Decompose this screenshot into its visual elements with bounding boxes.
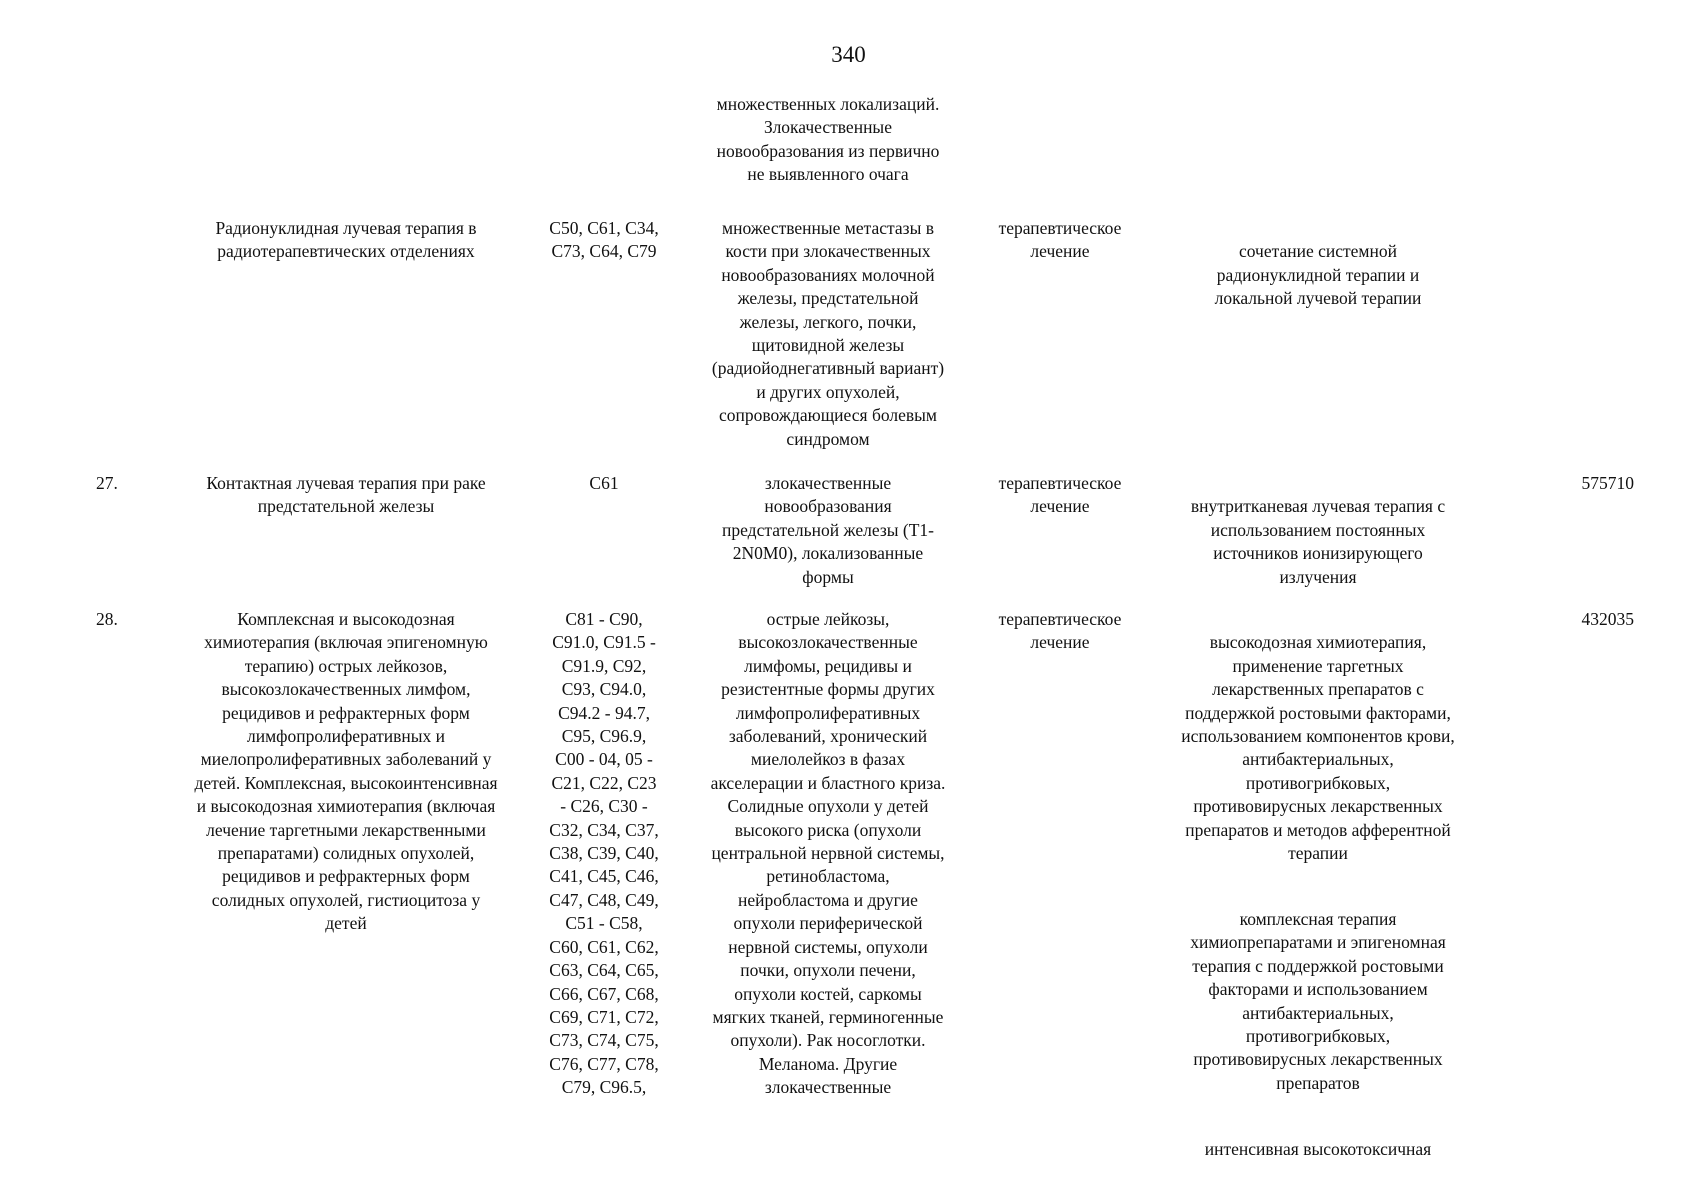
cost-cell: 432035 — [1581, 609, 1634, 629]
treatment-type-cell: терапевтическое лечение — [998, 218, 1122, 262]
cost-cell: 575710 — [1581, 473, 1634, 493]
disease-model-cell: множественные метастазы в кости при злокачественных новообразованиях молочной железы, предстательной железы, легкого, почки, щитовидной железы (радиойоднегативный вариант) и других опухолей, сопровождающиеся болевым синдромом — [711, 218, 945, 449]
row-number-cell: 28. — [96, 609, 118, 629]
treatment-method: внутритканевая лучевая терапия с использованием постоянных источников ионизирующего излучения — [1190, 496, 1446, 587]
treatment-method: высокодозная химиотерапия, применение таргетных лекарственных препаратов с поддержкой ростовыми факторами, использованием компонентов крови, антибактериальных, противогрибковых, противовирусных лекарственных препаратов и методов афферентной терапии — [1181, 632, 1455, 864]
treatment-method: сочетание системной радионуклидной терапии и локальной лучевой терапии — [1214, 241, 1422, 309]
care-type-cell: Радионуклидная лучевая терапия в радиотерапевтических отделениях — [215, 218, 477, 262]
care-type-cell: Контактная лучевая терапия при раке предстательной железы — [206, 473, 486, 517]
treatment-type-cell: терапевтическое лечение — [998, 473, 1122, 517]
icd-codes-cell: C50, C61, C34, C73, C64, C79 — [549, 218, 659, 262]
disease-model-cell: злокачественные новообразования предстательной железы (T1- 2N0M0), локализованные формы — [722, 473, 934, 587]
treatment-method: интенсивная высокотоксичная — [1204, 1138, 1432, 1159]
treatment-methods-cell — [1150, 472, 1486, 612]
care-type-cell: Комплексная и высокодозная химиотерапия (включая эпигеномную терапию) острых лейкозов, высокозлокачественных лимфом, рецидивов и рефрактерных форм лимфопролиферативных и миелопролиферативных заболеваний у детей. Комплексная, высокоинтенсивная и высокодозная химиотерапия (включая лечение таргетными лекарственными препаратами) солидных опухолей, рецидивов и рефрактерных форм солидных опухолей, гистиоцитоза у детей — [194, 609, 498, 934]
treatment-methods-cell — [1150, 608, 1486, 1184]
treatment-type-cell: терапевтическое лечение — [998, 609, 1122, 653]
disease-model-cell: множественных локализаций. Злокачественные новообразования из первично не выявленного очага — [716, 94, 940, 185]
row-number-cell: 27. — [96, 473, 118, 493]
treatment-methods-cell — [1150, 217, 1486, 334]
icd-codes-cell: C81 - C90, C91.0, C91.5 - C91.9, C92, C93, C94.0, C94.2 - 94.7, C95, C96.9, C00 - 04, 05 - C21, C22, C23 - C26, C30 - C32, C34, C37, C38, C39, C40, C41, C45, C46, C47, C48, C49, C51 - C58, C60, C61, C62, C63, C64, C65, C66, C67, C68, C69, C71, C72, C73, C74, C75, C76, C77, C78, C79, C96.5, — [549, 609, 659, 1098]
treatment-method: комплексная терапия химиопрепаратами и эпигеномная терапия с поддержкой ростовыми факторами и использованием антибактериальных, противогрибковых, противовирусных лекарственных препаратов — [1190, 908, 1446, 1093]
disease-model-cell: острые лейкозы, высокозлокачественные лимфомы, рецидивы и резистентные формы других лимфопролиферативных заболеваний, хронический миелолейкоз в фазах акселерации и бластного криза. Солидные опухоли у детей высокого риска (опухоли центральной нервной системы, ретинобластома, нейробластома и другие опухоли периферической нервной системы, опухоли почки, опухоли печени, опухоли костей, саркомы мягких тканей, герминогенные опухоли). Рак носоглотки. Меланома. Другие злокачественные — [710, 609, 946, 1098]
page-number: 340 — [831, 42, 866, 67]
icd-codes-cell: C61 — [589, 473, 619, 493]
